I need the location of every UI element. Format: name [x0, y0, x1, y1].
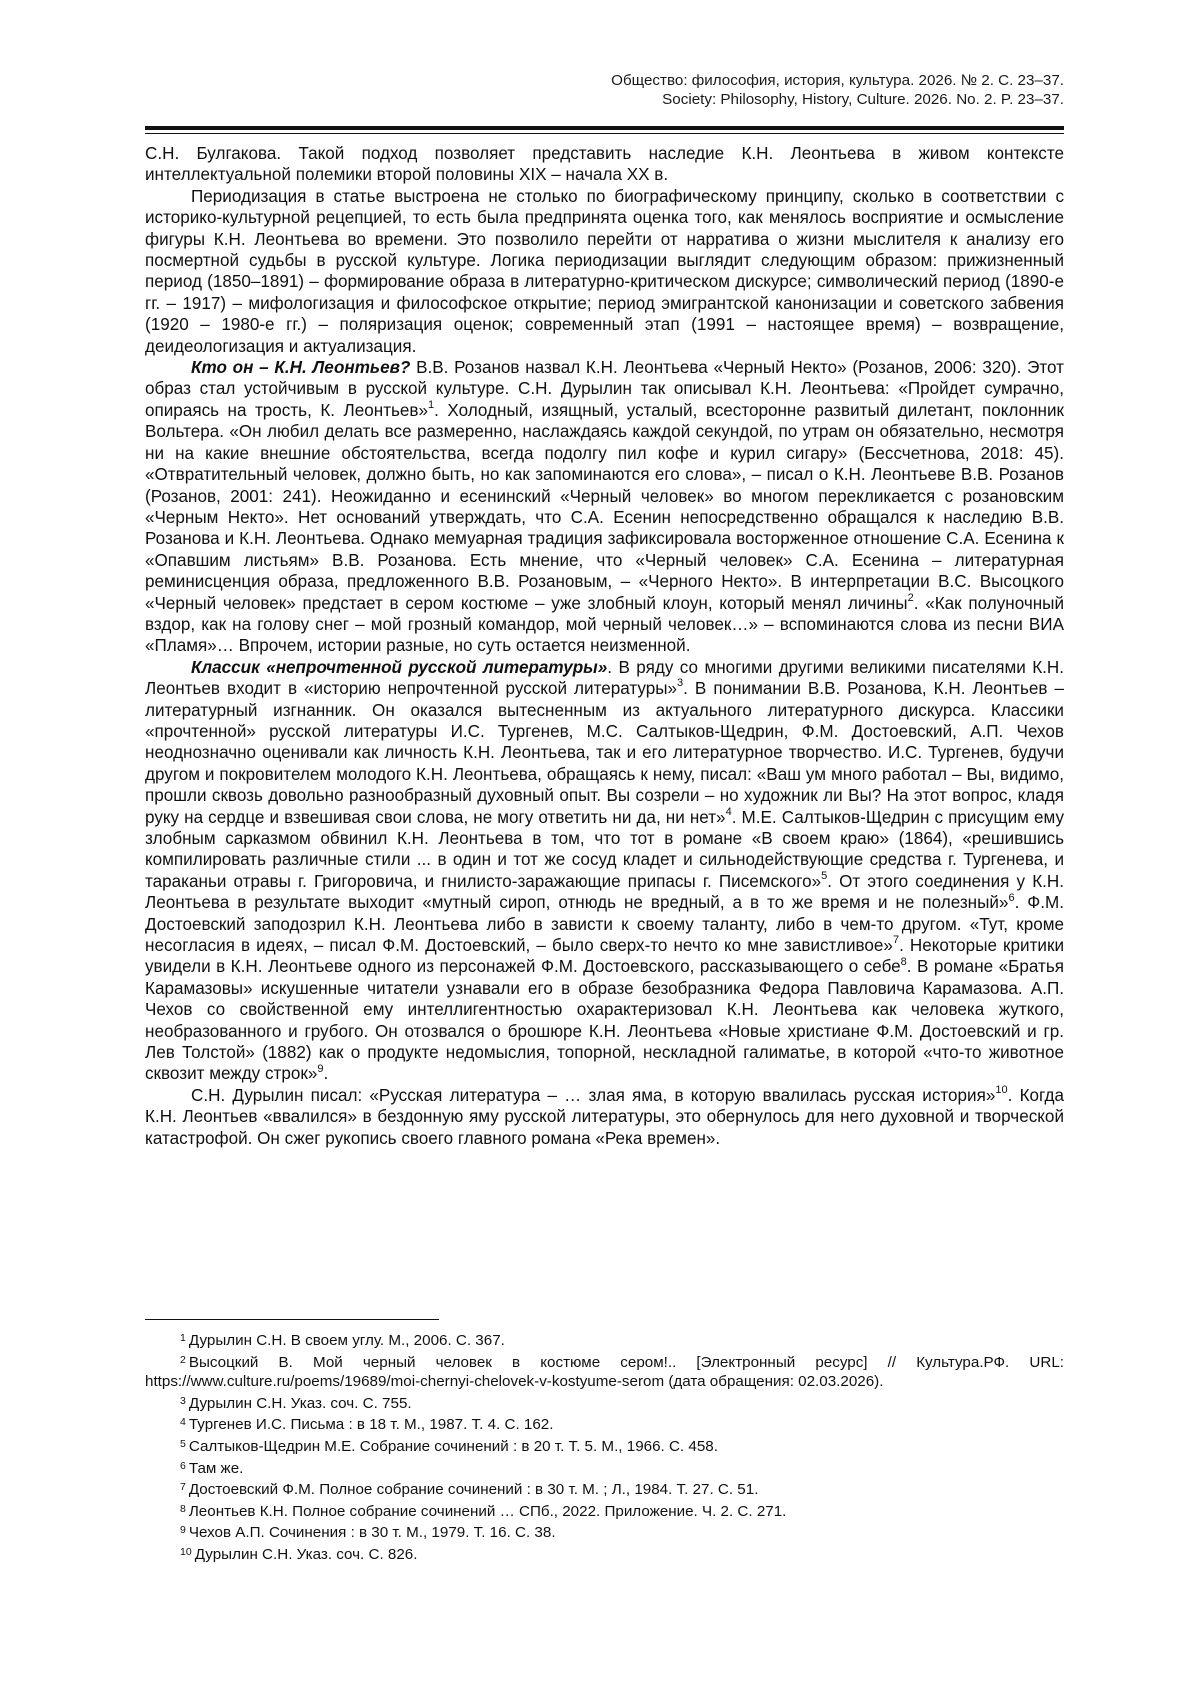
section-lead-who: Кто он – К.Н. Леонтьев? — [191, 358, 411, 378]
footnote-ref-9[interactable]: 9 — [317, 1062, 324, 1075]
paragraph-4-text-c: . М.Е. Салтыков-Щедрин с присущим ему злобным сарказмом обвинил К.Н. Леонтьева в том, что тот в романе «В своем краю» (1864), «решившись компилировать различные стили ... в один и тот же сосуд кладет и сильнодействующие средства г. Тургенева, и тараканьи отравы г. Григоровича, и гнилисто-заражающие припасы г. Писемского» — [145, 807, 1064, 891]
paragraph-1: С.Н. Булгакова. Такой подход позволяет представить наследие К.Н. Леонтьева в живом контексте интеллектуальной полемики второй половины XIX – начала XX в. — [145, 144, 1064, 185]
footnote-ref-2[interactable]: 2 — [907, 591, 914, 604]
paragraph-4-text-h: . — [323, 1064, 329, 1084]
footnote — [145, 1329, 1064, 1351]
footnote — [145, 1500, 1064, 1522]
paragraph-4-text-a: . В ряду со многими другими великими писателями К.Н. Леонтьев входит в «историю непрочтенной русской литературы» — [145, 657, 1064, 699]
paragraph-4-text-b: . В понимании В.В. Розанова, К.Н. Леонтьев – литературный изгнанник. Он оказался вытесненным из актуального литературного дискурса. Классики «прочтенной» русской литературы И.С. Тургенев, М.С. Салтыков-Щедрин, Ф.М. Достоевский, А.П. Чехов неоднозначно оценивали как личность К.Н. Леонтьева, так и его литературное творчество. И.С. Тургенев, будучи другом и покровителем молодого К.Н. Леонтьева, обращаясь к нему, писал: «Ваш ум много работал – Вы, видимо, прошли сквозь довольно разнообразный духовный опыт. Вы созрели – но художник ли Вы? На этот вопрос, кладя руку на сердце и взвешивая свои слова, не могу ответить ни да, ни нет» — [145, 679, 1064, 827]
footnote-text: Дурылин С.Н. Указ. соч. С. 826. — [194, 1545, 418, 1563]
paragraph-3-text-a: В.В. Розанов назвал К.Н. Леонтьева «Черный Некто» (Розанов, 2006: 320). Этот образ стал устойчивым в русской культуре. С.Н. Дурылин так описывал К.Н. Леонтьева: «Пройдет сумрачно, опираясь на трость, К. Леонтьев» — [145, 358, 1064, 420]
footnote — [145, 1521, 1064, 1543]
paragraph-3 — [145, 357, 1064, 657]
section-lead-classic: Классик «непрочтенной русской литературы» — [191, 657, 608, 677]
paragraph-5 — [145, 1085, 1064, 1149]
paragraph-3-text-b: . Холодный, изящный, усталый, всесторонне развитый дилетант, поклонник Вольтера. «Он любил делать все размеренно, наслаждаясь каждой секундой, по утрам он обязательно, несмотря ни на какие внешние обстоятельства, всегда подолгу пил кофе и курил сигару» (Бессчетнова, 2018: 45). «Отвратительный человек, должно быть, но как запоминаются его слова», – писал о К.Н. Леонтьеве В.В. Розанов (Розанов, 2001: 241). Неожиданно и есенинский «Черный человек» во многом перекликается с розановским «Черным Некто». Нет оснований утверждать, что С.А. Есенин непосредственно обращался к наследию В.В. Розанова и К.Н. Леонтьева. Однако мемуарная традиция зафиксировала восторженное отношение С.А. Есенина к «Опавшим листьям» В.В. Розанова. Есть мнение, что «Черный человек» С.А. Есенина – литературная реминисценция образа, предложенного В.В. Розановым, – «Черного Некто». В интерпретации В.С. Высоцкого «Черный человек» предстает в сером костюме – уже злобный клоун, который менял личины — [145, 400, 1064, 613]
footnote — [145, 1543, 1064, 1565]
footnote-separator — [145, 1319, 439, 1320]
footnote-ref-3[interactable]: 3 — [677, 677, 684, 690]
footnote-ref-4[interactable]: 4 — [725, 805, 732, 818]
footnote-ref-5[interactable]: 5 — [821, 870, 828, 883]
header-rule-thick — [145, 126, 1064, 130]
footnote — [145, 1478, 1064, 1500]
footnote-number: 8 — [180, 1502, 186, 1515]
footnote — [145, 1435, 1064, 1457]
footnote — [145, 1413, 1064, 1435]
paragraph-4 — [145, 657, 1064, 1085]
header-rule-thin — [145, 133, 1064, 134]
footnote-text: Дурылин С.Н. В своем углу. М., 2006. С. 367. — [188, 1332, 505, 1349]
footnotes-list — [145, 1329, 1064, 1565]
article-body — [145, 143, 1064, 1149]
header-line-en: Society: Philosophy, History, Culture. 2026. No. 2. P. 23–37. — [662, 91, 1064, 108]
footnote-ref-10[interactable]: 10 — [995, 1084, 1008, 1097]
footnote-text: Достоевский Ф.М. Полное собрание сочинений : в 30 т. М. ; Л., 1984. Т. 27. С. 51. — [188, 1481, 759, 1499]
footnote-ref-1[interactable]: 1 — [428, 399, 435, 412]
footnote — [145, 1351, 1064, 1392]
footnote-text: Леонтьев К.Н. Полное собрание сочинений … СПб., 2022. Приложение. Ч. 2. С. 271. — [188, 1502, 787, 1520]
paragraph-4-text-g: . В романе «Братья Карамазовы» искушенные читатели узнавали его в образе безобразника Федора Павловича Карамазова. А.П. Чехов со свойственной ему интеллигентностью охарактеризовал К.Н. Леонтьева как человека жуткого, необразованного и грубого. Он отозвался о брошюре К.Н. Леонтьева «Новые христиане Ф.М. Достоевский и гр. Лев Толстой» (1882) как о продукте недомыслия, топорной, нескладной галиматье, в которой «что-то животное сквозит между строк» — [145, 957, 1064, 1084]
footnote-number: 3 — [180, 1394, 186, 1407]
footnote — [145, 1392, 1064, 1414]
footnote-number: 4 — [180, 1416, 186, 1429]
paragraph-3-text-c: . «Как полуночный вздор, как на голову снег – мой грозный командор, мой черный человек…» – вспоминаются слова из песни ВИА «Пламя»… Впрочем, истории разные, но суть остается неизменной. — [145, 593, 1065, 656]
header-line-ru: Общество: философия, история, культура. 2026. № 2. С. 23–37. — [611, 72, 1064, 89]
footnote-ref-6[interactable]: 6 — [1008, 891, 1015, 904]
paragraph-5-text-a: С.Н. Дурылин писал: «Русская литература – … злая яма, в которую ввалилась русская история» — [191, 1085, 996, 1105]
footnote-text: Тургенев И.С. Письма : в 18 т. М., 1987. Т. 4. С. 162. — [188, 1416, 554, 1434]
footnote-text: Салтыков-Щедрин М.Е. Собрание сочинений : в 20 т. Т. 5. М., 1966. С. 458. — [188, 1437, 718, 1455]
paragraph-4-text-f: . Некоторые критики увидели в К.Н. Леонтьеве одного из персонажей Ф.М. Достоевского, рассказывающего о себе — [145, 936, 1064, 977]
footnote-number: 1 — [180, 1332, 186, 1344]
footnote-text: Дурылин С.Н. Указ. соч. С. 755. — [188, 1394, 412, 1412]
footnote-number: 9 — [180, 1524, 186, 1537]
footnote-ref-8[interactable]: 8 — [900, 955, 907, 968]
footnote-number: 10 — [180, 1545, 192, 1558]
paragraph-4-text-e: . Ф.М. Достоевский заподозрил К.Н. Леонтьева либо в зависти к своему таланту, либо в чем-то другом. «Тут, кроме несогласия в идеях, – писал Ф.М. Достоевский, – было сверх-то нечто ко мне завистливое» — [145, 893, 1064, 956]
footnote-text: Там же. — [188, 1459, 244, 1477]
footnote-text: Высоцкий В. Мой черный человек в костюме сером!.. [Электронный ресурс] // Культура.РФ. URL: https://www.culture.ru/poems/19689/moi-chernyi-chelovek-v-kostyume-serom (дата обращения: 02.03.2026). — [145, 1353, 1064, 1391]
footnote-ref-7[interactable]: 7 — [892, 934, 900, 947]
footnote-number: 7 — [180, 1481, 186, 1494]
footnote-number: 5 — [180, 1437, 186, 1450]
paragraph-5-text-b: . Когда К.Н. Леонтьев «ввалился» в бездонную яму русской литературы, это обернулось для него духовной и творческой катастрофой. Он сжег рукопись своего главного романа «Река времен». — [145, 1085, 1064, 1148]
footnote-text: Чехов А.П. Сочинения : в 30 т. М., 1979. Т. 16. С. 38. — [188, 1524, 556, 1542]
paragraph-2: Периодизация в статье выстроена не столько по биографическому принципу, сколько в соответствии с историко-культурной рецепцией, то есть была предпринята оценка того, как менялось восприятие и осмысление фигуры К.Н. Леонтьева во времени. Это позволило перейти от нарратива о жизни мыслителя к анализу его посмертной судьбы в русской культуре. Логика периодизации выглядит следующим образом: прижизненный период (1850–1891) – формирование образа в литературно-критическом дискурсе; символический период (1890-е гг. – 1917) – мифологизация и философское открытие; период эмигрантской канонизации и советского забвения (1920 – 1980-е гг.) – поляризация оценок; современный этап (1991 – настоящее время) – возвращение, деидеологизация и актуализация. — [145, 186, 1064, 356]
running-header — [611, 71, 1064, 109]
paragraph-4-text-d: . От этого соединения у К.Н. Леонтьева в результате выходит «мутный сироп, отнюдь не вредный, а в то же время и не полезный» — [145, 871, 1064, 913]
footnote — [145, 1457, 1064, 1479]
footnote-number: 6 — [180, 1459, 186, 1472]
footnote-number: 2 — [180, 1353, 186, 1366]
